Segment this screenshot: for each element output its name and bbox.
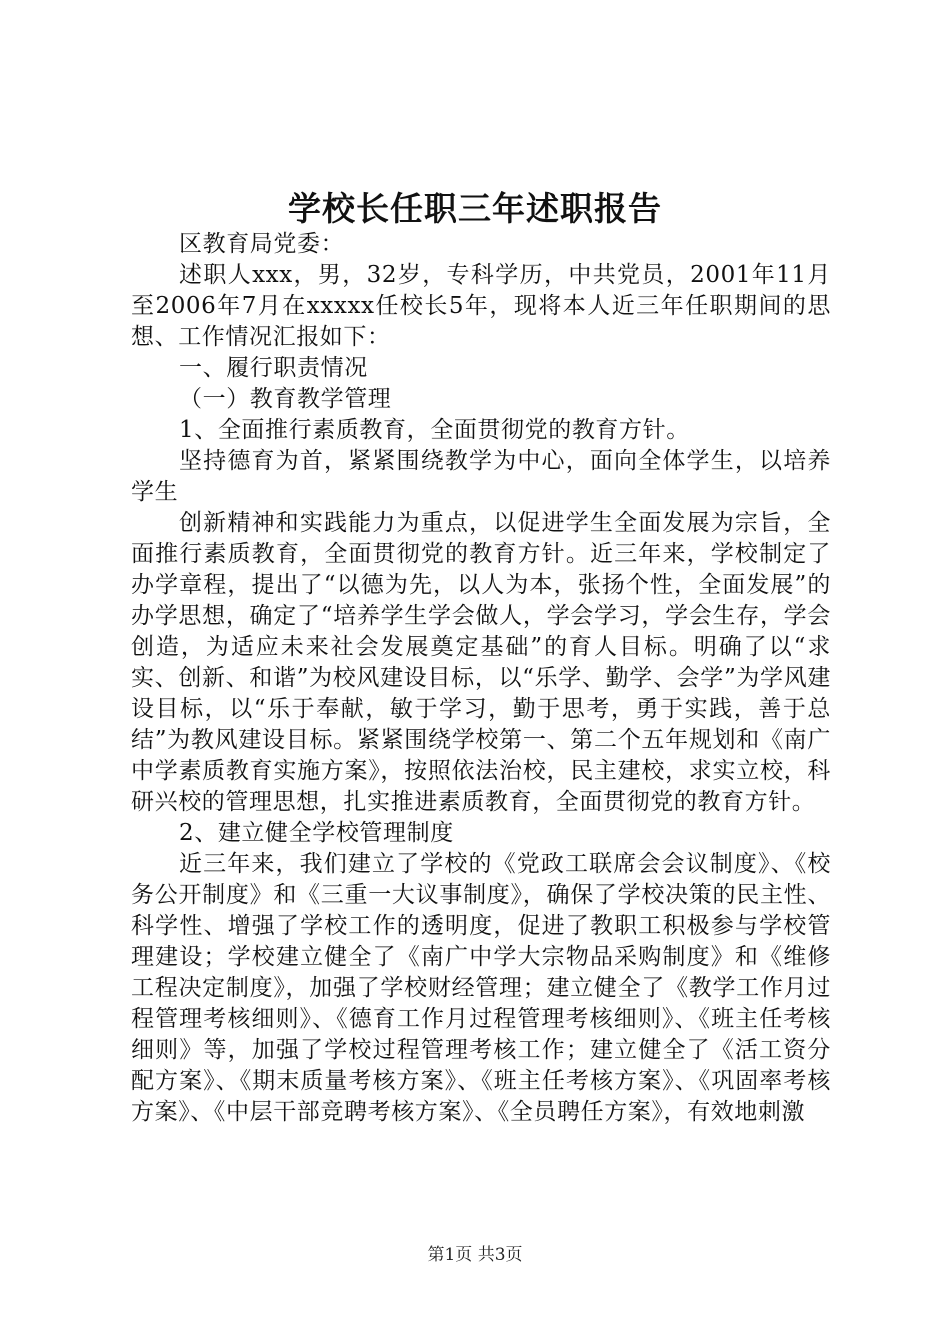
section-heading: 一、履行职责情况 [179,355,368,381]
body-paragraph: 近三年来，我们建立了学校的《党政工联席会会议制度》、《校务公开制度》和《三重一大议事制度》，确保了学校决策的民主性、科学性、增强了学校工作的透明度，促进了教职工积极参与学校管理建设；学校建立健全了《南广中学大宗物品采购制度》和《维修工程决定制度》，加强了学校财经管理；建立健全了《教学工作月过程管理考核细则》、《德育工作月过程管理考核细则》、《班主任考核细则》等，加强了学校过程管理考核工作；建立健全了《活工资分配方案》、《期末质量考核方案》、《班主任考核方案》、《巩固率考核方案》、《中层干部竞聘考核方案》、《全员聘任方案》，有效地刺激 [131,851,831,1125]
body-paragraph: 坚持德育为首，紧紧围绕教学为中心，面向全体学生，以培养学生 [131,448,831,505]
body-paragraph: 创新精神和实践能力为重点，以促进学生全面发展为宗旨，全面推行素质教育，全面贯彻党的教育方针。近三年来，学校制定了办学章程，提出了“以德为先，以人为本，张扬个性，全面发展”的办学思想，确定了“培养学生学会做人，学会学习，学会生存，学会创造，为适应未来社会发展奠定基础”的育人目标。明确了以“求实、创新、和谐”为校风建设目标，以“乐学、勤学、会学”为学风建设目标，以“乐于奉献，敏于学习，勤于思考，勇于实践，善于总结”为教风建设目标。紧紧围绕学校第一、第二个五年规划和《南广中学素质教育实施方案》，按照依法治校，民主建校，求实立校，科研兴校的管理思想，扎实推进素质教育，全面贯彻党的教育方针。 [131,510,831,815]
intro-paragraph: 述职人xxx，男，32岁，专科学历，中共党员，2001年11月至2006年7月在xxxxx任校长5年，现将本人近三年任职期间的思想、工作情况汇报如下： [131,262,831,350]
item-heading: 2、建立健全学校管理制度 [179,820,454,846]
document-body [131,229,831,1128]
page-number-footer: 第1页 共3页 [427,1245,523,1265]
subsection-heading: （一）教育教学管理 [179,386,392,412]
salutation: 区教育局党委： [179,231,345,257]
document-title: 学校长任职三年述职报告 [288,189,662,228]
item-heading: 1、全面推行素质教育，全面贯彻党的教育方针。 [179,417,690,443]
